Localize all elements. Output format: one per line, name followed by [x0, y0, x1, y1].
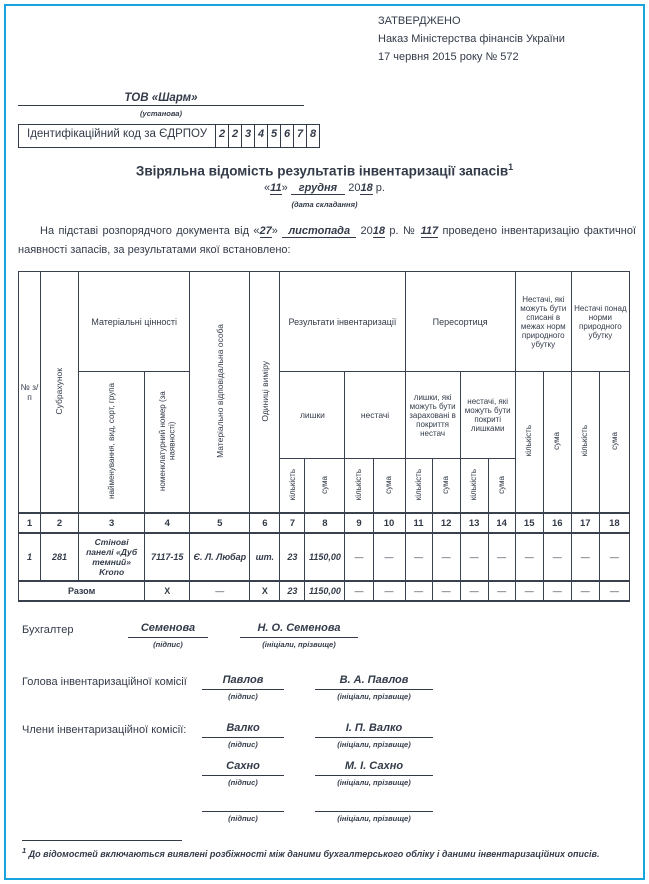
header-qty-text: кількість	[524, 425, 534, 457]
header-sum-text: сума	[552, 432, 562, 450]
cell-item-name: Стінові панелі «Дуб темний» Krono	[79, 533, 145, 581]
total-cell-dash: —	[488, 581, 515, 601]
header-qty-text: кількість	[469, 469, 479, 501]
cell-responsible: Є. Л. Любар	[190, 533, 250, 581]
total-cell-dash: —	[515, 581, 543, 601]
signature-value: М. І. Сахно	[315, 760, 433, 776]
cell-units: шт.	[250, 533, 280, 581]
cell-empty: —	[432, 533, 460, 581]
col-number: 14	[488, 513, 515, 533]
header-subaccount	[41, 272, 79, 514]
header-sum-text: сума	[441, 475, 451, 494]
footnote-text	[22, 846, 628, 859]
intro-text: 20	[356, 225, 373, 237]
edrpou-digit: 5	[267, 124, 281, 148]
total-cell-dash: —	[460, 581, 488, 601]
header-sum-text: сума	[496, 475, 506, 494]
signature-value	[315, 796, 433, 812]
organization-name: ТОВ «Шарм»	[18, 92, 304, 106]
header-shortage-above-norms: Нестачі понад норми природного убутку	[571, 272, 629, 372]
approval-line-1: ЗАТВЕРДЖЕНО	[378, 15, 461, 27]
col-number: 8	[305, 513, 345, 533]
header-name	[79, 372, 145, 514]
header-qty-text: кількість	[354, 469, 364, 501]
header-sum-text: сума	[384, 475, 394, 494]
edrpou-digit: 7	[293, 124, 307, 148]
cell-empty: —	[460, 533, 488, 581]
col-number: 1	[19, 513, 41, 533]
approval-line-2: Наказ Міністерства фінансів України	[378, 33, 565, 45]
signature-value: В. А. Павлов	[315, 674, 433, 690]
header-surplus: лишки	[280, 372, 345, 459]
cell-row-no: 1	[19, 533, 41, 581]
col-number: 3	[79, 513, 145, 533]
col-number: 18	[599, 513, 629, 533]
total-cell-x: X	[145, 581, 190, 601]
edrpou-digit: 3	[241, 124, 255, 148]
footnote-body: До відомостей включаються виявлені розбіжності між даними бухгалтерського обліку і даними інвентаризаційних описів.	[26, 849, 600, 859]
edrpou-digit: 2	[215, 124, 229, 148]
signature-unit-name	[315, 796, 433, 823]
date-year-prefix: 20	[348, 182, 361, 194]
signature-row-member-3-empty	[0, 796, 649, 826]
approval-line-3: 17 червня 2015 року № 572	[378, 51, 519, 63]
col-number: 5	[190, 513, 250, 533]
col-number: 16	[543, 513, 571, 533]
header-qty-col11	[405, 459, 432, 513]
total-cell-dash: —	[543, 581, 571, 601]
col-number: 6	[250, 513, 280, 533]
cell-surplus-qty: 23	[280, 533, 305, 581]
intro-text: р. №	[385, 225, 421, 237]
inventory-table	[18, 271, 630, 602]
intro-text: На підставі розпорядчого документа від «	[40, 225, 260, 237]
footnote-divider	[22, 840, 182, 841]
signature-caption: (підпис)	[228, 778, 258, 787]
intro-year: 18	[372, 225, 386, 237]
header-regrading-shortage: нестачі, які можуть бути покриті лишками	[460, 372, 515, 459]
edrpou-digit: 6	[280, 124, 294, 148]
header-qty-col17	[571, 372, 599, 514]
signature-unit-sign	[202, 674, 284, 701]
organization-caption: (установа)	[140, 109, 182, 118]
cell-empty: —	[345, 533, 373, 581]
signature-unit-sign	[128, 622, 208, 649]
date-month: грудня	[291, 182, 345, 195]
header-sum-col18	[599, 372, 629, 514]
header-shortage: нестачі	[345, 372, 405, 459]
col-number: 2	[41, 513, 79, 533]
date-year-suffix: 18	[360, 182, 373, 194]
header-qty-text: кількість	[580, 425, 590, 457]
document-title	[0, 162, 649, 179]
signature-value: Семенова	[128, 622, 208, 638]
signature-label: Члени інвентаризаційної комісії:	[22, 724, 187, 736]
total-cell-dash: —	[405, 581, 432, 601]
cell-empty: —	[515, 533, 543, 581]
total-cell-dash: —	[190, 581, 250, 601]
col-number: 10	[373, 513, 405, 533]
signature-value: Валко	[202, 722, 284, 738]
signature-caption: (ініціали, прізвище)	[337, 692, 411, 701]
total-cell-dash: —	[571, 581, 599, 601]
signature-caption: (ініціали, прізвище)	[337, 814, 411, 823]
footnote-mark: 1	[22, 846, 27, 855]
header-units	[250, 272, 280, 514]
cell-empty: —	[599, 533, 629, 581]
edrpou-label: Ідентифікаційний код за ЄДРПОУ	[18, 124, 216, 148]
column-numbers-row	[19, 513, 630, 533]
signature-unit-sign	[202, 796, 284, 823]
col-number: 15	[515, 513, 543, 533]
header-material-values: Матеріальні цінності	[79, 272, 190, 372]
header-regrading-surplus: лишки, які можуть бути зараховані в покриття нестач	[405, 372, 460, 459]
header-qty-text: кількість	[413, 469, 423, 501]
header-sum-col12	[432, 459, 460, 513]
cell-empty: —	[543, 533, 571, 581]
header-sum-col14	[488, 459, 515, 513]
signature-value: Сахно	[202, 760, 284, 776]
total-cell-dash: —	[373, 581, 405, 601]
signature-value	[202, 796, 284, 812]
total-surplus-qty: 23	[280, 581, 305, 601]
intro-text: проведено інвентаризацію фактичної наявності запасів, за результатами якої встановлено:	[18, 225, 636, 256]
intro-month: листопада	[282, 225, 356, 238]
cell-empty: —	[571, 533, 599, 581]
header-qty-col9	[345, 459, 373, 513]
signature-unit-name	[240, 622, 358, 649]
total-surplus-sum: 1150,00	[305, 581, 345, 601]
col-number: 11	[405, 513, 432, 533]
header-nomenclature-text: номенклатурний номер (за наявності)	[157, 391, 177, 491]
signature-label: Голова інвентаризаційної комісії	[22, 676, 187, 688]
header-qty-text: кількість	[287, 469, 297, 501]
header-col-no: № з/п	[19, 272, 41, 514]
col-number: 9	[345, 513, 373, 533]
document-title-text: Звіряльна відомість результатів інвентаризації запасів	[135, 163, 509, 179]
header-sum-text: сума	[609, 432, 619, 450]
total-cell-x: X	[250, 581, 280, 601]
date-caption: (дата складання)	[291, 200, 358, 209]
header-regrading: Пересортиця	[405, 272, 515, 372]
header-responsible-text: Матеріально відповідальна особа	[214, 324, 225, 458]
cell-nomenclature: 7117-15	[145, 533, 190, 581]
header-qty-col15	[515, 372, 543, 514]
signature-row-member-2	[0, 760, 649, 790]
intro-paragraph	[18, 222, 636, 260]
signature-label: Бухгалтер	[22, 624, 74, 636]
cell-surplus-sum: 1150,00	[305, 533, 345, 581]
header-inventory-results: Результати інвентаризації	[280, 272, 405, 372]
header-units-text: Одиниці виміру	[259, 360, 270, 422]
signature-caption: (підпис)	[228, 692, 258, 701]
col-number: 17	[571, 513, 599, 533]
total-label: Разом	[19, 581, 145, 601]
cell-empty: —	[488, 533, 515, 581]
signature-caption: (підпис)	[228, 814, 258, 823]
header-sum-col10	[373, 459, 405, 513]
signature-value: Павлов	[202, 674, 284, 690]
edrpou-digit: 8	[306, 124, 320, 148]
table-row	[19, 533, 630, 581]
date-day: 11	[270, 182, 282, 194]
cell-subaccount: 281	[41, 533, 79, 581]
signature-unit-name	[315, 760, 433, 787]
signature-caption: (ініціали, прізвище)	[337, 740, 411, 749]
edrpou-code-box	[18, 124, 320, 148]
signature-row-accountant	[0, 622, 649, 652]
approval-block	[378, 12, 565, 66]
intro-text: »	[271, 225, 283, 237]
header-subaccount-text: Субрахунок	[54, 367, 65, 415]
header-sum-col16	[543, 372, 571, 514]
intro-day: 27	[259, 225, 272, 237]
header-qty-col7	[280, 459, 305, 513]
cell-empty: —	[405, 533, 432, 581]
total-cell-dash: —	[432, 581, 460, 601]
edrpou-digit: 4	[254, 124, 268, 148]
header-name-text: найменування, вид, сорт, група	[106, 383, 116, 499]
date-close-quote: »	[281, 182, 288, 194]
header-sum-text: сума	[320, 475, 330, 494]
date-r-abbrev: р.	[375, 182, 385, 194]
signature-unit-sign	[202, 760, 284, 787]
header-qty-col13	[460, 459, 488, 513]
header-shortage-within-norms: Нестачі, які можуть бути списані в межах норм природного убутку	[515, 272, 571, 372]
signature-value: І. П. Валко	[315, 722, 433, 738]
signature-caption: (ініціали, прізвище)	[337, 778, 411, 787]
title-footnote-mark: 1	[508, 162, 514, 172]
col-number: 7	[280, 513, 305, 533]
edrpou-digit: 2	[228, 124, 242, 148]
cell-empty: —	[373, 533, 405, 581]
signature-row-head	[0, 674, 649, 704]
signature-row-member-1	[0, 722, 649, 752]
header-sum-col8	[305, 459, 345, 513]
header-responsible-person	[190, 272, 250, 514]
signature-caption: (ініціали, прізвище)	[262, 640, 336, 649]
signature-caption: (підпис)	[228, 740, 258, 749]
signature-unit-sign	[202, 722, 284, 749]
date-line	[0, 182, 649, 194]
date-open-quote: «	[264, 182, 271, 194]
intro-doc-number: 117	[420, 225, 439, 237]
total-cell-dash: —	[345, 581, 373, 601]
header-nomenclature	[145, 372, 190, 514]
total-cell-dash: —	[599, 581, 629, 601]
col-number: 13	[460, 513, 488, 533]
signature-value: Н. О. Семенова	[240, 622, 358, 638]
signature-unit-name	[315, 674, 433, 701]
col-number: 12	[432, 513, 460, 533]
total-row	[19, 581, 630, 601]
col-number: 4	[145, 513, 190, 533]
signature-unit-name	[315, 722, 433, 749]
signature-caption: (підпис)	[153, 640, 183, 649]
